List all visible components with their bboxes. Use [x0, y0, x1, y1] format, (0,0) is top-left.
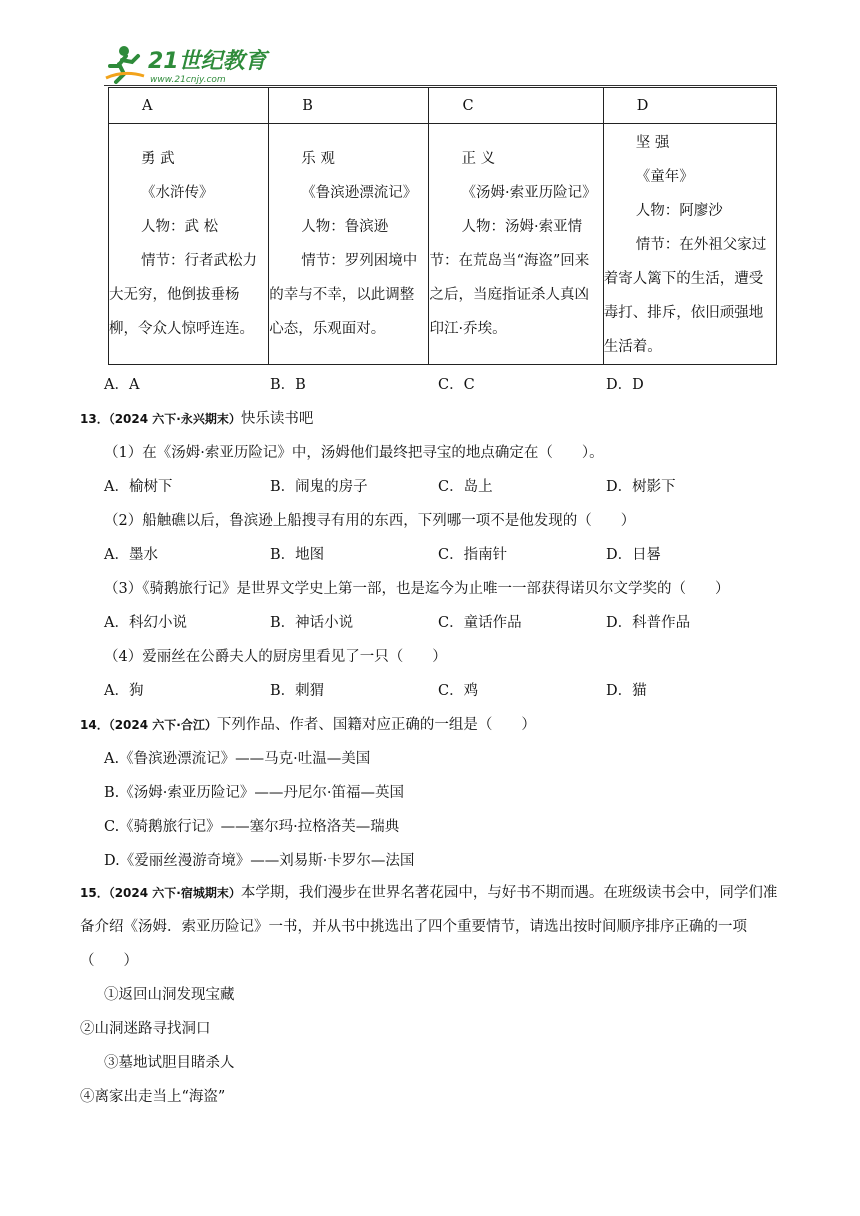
- q14-option-a: A.《鲁滨逊漂流记》——马克·吐温—美国: [104, 751, 371, 767]
- q13-sub3: （3）《骑鹅旅行记》是世界文学史上第一部，也是迄今为止唯一一部获得诺贝尔文学奖的（ ）: [104, 581, 730, 597]
- q14-option-d: D.《爱丽丝漫游奇境》——刘易斯·卡罗尔—法国: [104, 853, 415, 869]
- choice-c: C．C: [438, 377, 475, 393]
- header-cell-b: B: [269, 88, 429, 124]
- q14-title: 14．（2024 六下·合江）下列作品、作者、国籍对应正确的一组是（ ）: [80, 717, 536, 733]
- header-cell-d: D: [603, 88, 776, 124]
- choice-b: B．B: [270, 377, 306, 393]
- q15-item-1: ①返回山洞发现宝藏: [104, 987, 235, 1003]
- choice-a: A．A: [104, 377, 140, 393]
- q14-option-c: C.《骑鹅旅行记》——塞尔玛·拉格洛芙—瑞典: [104, 819, 400, 835]
- svg-text:21世纪教育: 21世纪教育: [148, 49, 267, 74]
- q12-choices: [104, 373, 784, 397]
- cell-a: 勇 武 《水浒传》 人物：武 松 情节：行者武松力大无穷，他倒拔垂杨柳，令众人惊呼连连。: [109, 124, 269, 365]
- q13-title: 13．（2024 六下·永兴期末）快乐读书吧: [80, 411, 314, 427]
- q13-sub1: （1）在《汤姆·索亚历险记》中，汤姆他们最终把寻宝的地点确定在（ ）。: [104, 445, 604, 461]
- header-rule: [104, 85, 777, 86]
- q13-sub4: （4）爱丽丝在公爵夫人的厨房里看见了一只（ ）: [104, 649, 447, 665]
- choice-d: D．D: [606, 377, 644, 393]
- q13-sub2-choices: A．墨水 B．地图 C．指南针 D．日晷: [104, 547, 662, 563]
- q13-sub3-choices: A．科幻小说 B．神话小说 C．童话作品 D．科普作品: [104, 615, 691, 631]
- runner-icon: [106, 46, 144, 82]
- cell-b: 乐 观 《鲁滨逊漂流记》 人物：鲁滨逊 情节：罗列困境中的幸与不幸，以此调整心态，乐观面对。: [269, 124, 429, 365]
- svg-text:www.21cnjy.com: www.21cnjy.com: [150, 75, 226, 85]
- q15-title: 15．（2024 六下·宿城期末）本学期，我们漫步在世界名著花园中，与好书不期而遇。在班级读书会中，同学们准备介绍《汤姆．索亚历险记》一书，并从书中挑选出了四个重要情节，请选出按时间顺序排序正确的一项（ ）: [80, 885, 778, 969]
- q13-sub4-choices: A．狗 B．刺猬 C．鸡 D．猫: [104, 683, 647, 699]
- cell-d: 坚 强 《童年》 人物：阿廖沙 情节：在外祖父家过着寄人篱下的生活，遭受毒打、排斥，依旧顽强地生活着。: [603, 124, 776, 365]
- header-cell-c: C: [429, 88, 603, 124]
- q13-sub1-choices: A．榆树下 B．闹鬼的房子 C．岛上 D．树影下: [104, 479, 676, 495]
- page-header: [0, 0, 860, 90]
- q15-item-4: ④离家出走当上“海盗”: [80, 1089, 226, 1105]
- cell-c: 正 义 《汤姆·索亚历险记》 人物：汤姆·索亚情 节：在荒岛当“海盗”回来之后，当庭指证杀人真凶印江·乔埃。: [429, 124, 603, 365]
- q14-option-b: B.《汤姆·索亚历险记》——丹尼尔·笛福—英国: [104, 785, 404, 801]
- q15-item-2: ②山洞迷路寻找洞口: [80, 1021, 211, 1037]
- logo-21cnjy: [104, 40, 279, 86]
- options-table: [108, 87, 777, 365]
- q13-sub2: （2）船触礁以后，鲁滨逊上船搜寻有用的东西，下列哪一项不是他发现的（ ）: [104, 513, 636, 529]
- q15-item-3: ③墓地试胆目睹杀人: [104, 1055, 235, 1071]
- header-cell-a: A: [109, 88, 269, 124]
